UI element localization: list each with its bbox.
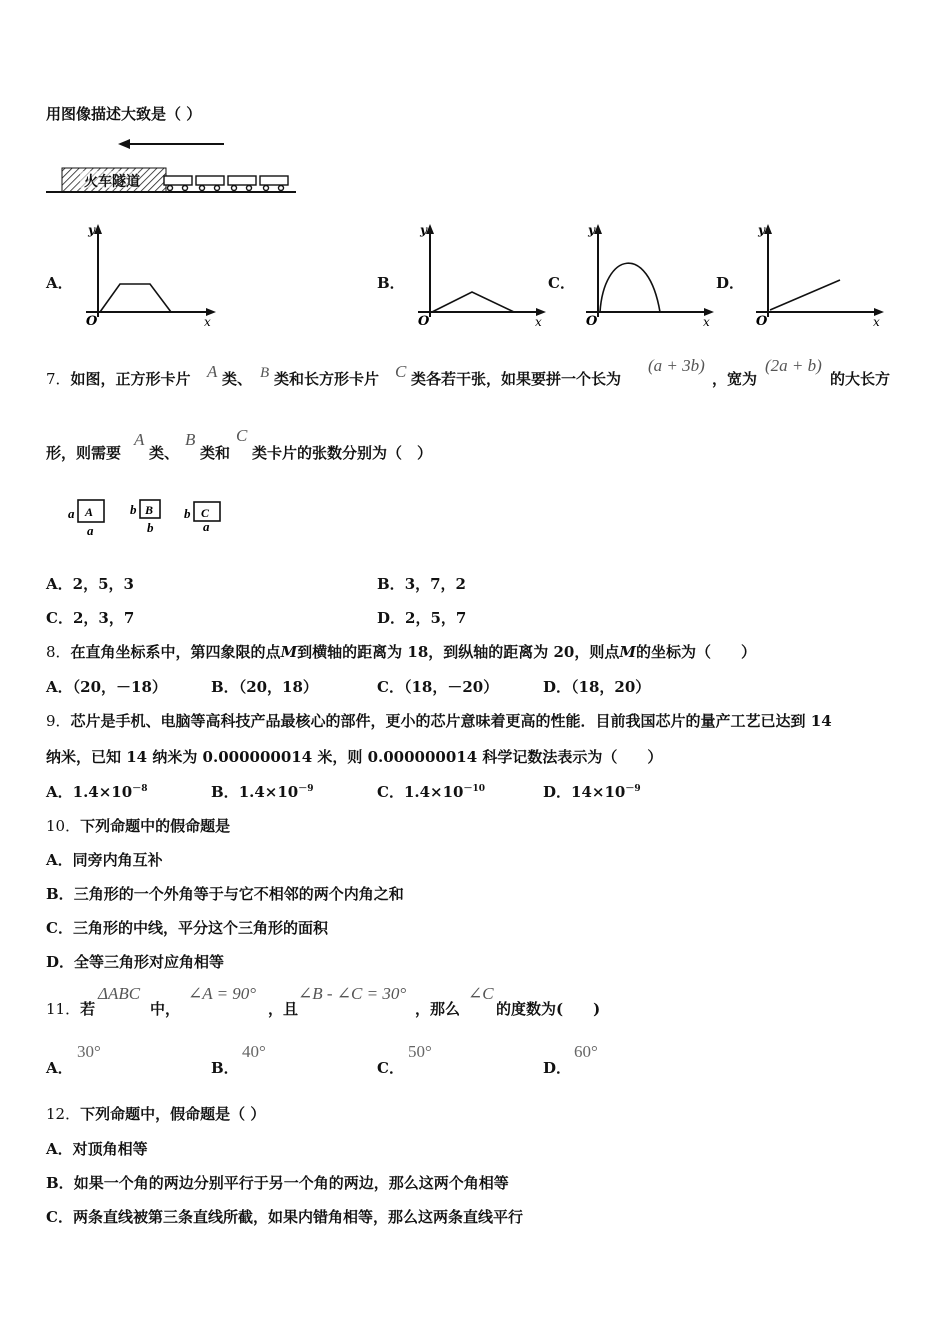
- origin-label: O: [418, 314, 430, 329]
- tunnel-label: 火车隧道: [84, 173, 140, 189]
- q8-option-a: A．（20，－18）: [46, 678, 167, 696]
- q7-math-a: A: [134, 430, 145, 449]
- q8-option-b: B．（20，18）: [211, 678, 318, 696]
- q7-math-b: B: [185, 430, 196, 449]
- q6-graph-a: [78, 222, 220, 332]
- q7-cards-figure: [66, 490, 246, 540]
- direction-arrowhead: [118, 139, 130, 149]
- q12-option-c: C．两条直线被第三条直线所截，如果内错角相等，那么这两条直线平行: [46, 1208, 523, 1226]
- q7-option-b: B．3，7，2: [377, 575, 466, 593]
- q8-stem: 8．在直角坐标系中，第四象限的点M到横轴的距离为 18，到纵轴的距离为 20，则点M的坐标为（ ）: [46, 643, 756, 661]
- q7-width-expr: (2a + b): [765, 356, 822, 375]
- q7-text: 的大长方: [830, 370, 891, 388]
- origin-label: O: [586, 314, 598, 329]
- q7-text: 类各若干张，如果要拼一个长为: [411, 370, 622, 388]
- graph-ray: [770, 280, 840, 310]
- q11-option-a-value: 30°: [77, 1042, 101, 1061]
- q6-tail: 用图像描述大致是（ ）: [46, 105, 202, 123]
- q11-option-d-value: 60°: [574, 1042, 598, 1061]
- y-axis-label: y: [758, 223, 765, 237]
- y-axis-label: y: [588, 223, 595, 237]
- q7-line1: 7．如图，正方形卡片: [46, 370, 191, 388]
- card-c-bottom-label: a: [203, 519, 210, 534]
- card-b-label: B: [145, 503, 154, 517]
- x-axis-label: x: [873, 315, 880, 329]
- card-a-bottom-label: a: [87, 523, 94, 538]
- q11-option-b-letter: B．: [211, 1059, 239, 1077]
- q6-graph-b: [410, 222, 552, 332]
- q11-option-b-value: 40°: [242, 1042, 266, 1061]
- q10-option-d: D．全等三角形对应角相等: [46, 953, 225, 971]
- q6-graph-c: [578, 222, 720, 332]
- q6-option-d-letter: D．: [716, 274, 745, 292]
- train-tunnel-figure: [46, 130, 306, 200]
- q11-option-d-letter: D．: [543, 1059, 572, 1077]
- q7-math-a: A: [207, 362, 218, 381]
- q7-math-c: C: [236, 426, 248, 445]
- card-c-side-label: b: [184, 506, 191, 521]
- q11-text: 中，: [150, 1000, 181, 1018]
- q12-option-b: B．如果一个角的两边分别平行于另一个角的两边，那么这两个角相等: [46, 1174, 509, 1192]
- q12-option-a: A．对顶角相等: [46, 1140, 148, 1158]
- y-axis-label: y: [420, 223, 427, 237]
- q9-stem-line1: 9．芯片是手机、电脑等高科技产品最核心的部件，更小的芯片意味着更高的性能．目前我国芯片的量产工艺已达到 14: [46, 712, 832, 730]
- q7-length-expr: (a + 3b): [648, 356, 705, 375]
- q7-math-b: B: [260, 365, 270, 381]
- card-b-side-label: b: [130, 502, 137, 517]
- q11-angle-a-expr: ∠A = 90°: [188, 984, 257, 1003]
- q9-option-d: D．$14\times 10^{-9}$: [543, 783, 641, 801]
- q11-text: 的度数为( ): [496, 1000, 601, 1018]
- q7-text: 类卡片的张数分别为（ ）: [252, 444, 433, 462]
- x-axis-label: x: [703, 315, 710, 329]
- q11-stem: 11．若: [46, 1000, 96, 1018]
- q10-stem: 10．下列命题中的假命题是: [46, 817, 231, 835]
- card-b-bottom-label: b: [147, 520, 154, 535]
- q8-option-d: D．（18，20）: [543, 678, 651, 696]
- q9-stem-line2: 纳米，已知 14 纳米为 0.000000014 米，则 0.000000014 科学记数法表示为（ ）: [46, 748, 663, 766]
- q6-graph-d: [748, 222, 890, 332]
- q7-text: 类、: [222, 370, 253, 388]
- q6-option-a-letter: A．: [46, 274, 73, 292]
- graph-trapezoid: [100, 284, 171, 312]
- q11-angle-bc-expr: ∠B - ∠C = 30°: [298, 984, 407, 1003]
- q10-option-c: C．三角形的中线，平分这个三角形的面积: [46, 919, 328, 937]
- q7-math-c: C: [395, 362, 407, 381]
- x-axis-label: x: [204, 315, 211, 329]
- graph-triangle: [432, 292, 514, 312]
- q9-option-b: B．$1.4\times 10^{-9}$: [211, 783, 314, 801]
- q8-option-c: C．（18，－20）: [377, 678, 499, 696]
- q7-line2: 形，则需要: [46, 444, 122, 462]
- q11-option-c-value: 50°: [408, 1042, 432, 1061]
- q6-option-b-letter: B．: [377, 274, 405, 292]
- q9-option-a: A．$1.4\times 10^{-8}$: [46, 783, 148, 801]
- q6-option-c-letter: C．: [548, 274, 575, 292]
- q10-option-b: B．三角形的一个外角等于与它不相邻的两个内角之和: [46, 885, 404, 903]
- card-a-label: A: [85, 505, 94, 519]
- x-axis-label: x: [535, 315, 542, 329]
- q11-option-c-letter: C．: [377, 1059, 404, 1077]
- q7-text: 类和长方形卡片: [274, 370, 380, 388]
- q11-triangle-expr: ΔABC: [98, 984, 141, 1003]
- q7-option-d: D．2，5，7: [377, 609, 467, 627]
- q9-option-c: C．$1.4\times 10^{-10}$: [377, 783, 486, 801]
- q12-stem: 12．下列命题中，假命题是（ ）: [46, 1105, 266, 1123]
- q7-text: 类、: [149, 444, 180, 462]
- q7-option-c: C．2，3，7: [46, 609, 135, 627]
- question-number: 7．: [46, 370, 71, 388]
- q11-text: ，且: [268, 1000, 299, 1018]
- q7-text: ，宽为: [712, 370, 758, 388]
- card-a-side-label: a: [68, 506, 75, 521]
- origin-label: O: [756, 314, 768, 329]
- card-c-label: C: [201, 506, 210, 520]
- q11-text: ，那么: [415, 1000, 461, 1018]
- q11-angle-c-expr: ∠C: [468, 984, 494, 1003]
- q7-option-a: A．2，5，3: [46, 575, 134, 593]
- graph-arch: [600, 263, 660, 312]
- y-axis-label: y: [88, 223, 95, 237]
- origin-label: O: [86, 314, 98, 329]
- q7-text: 类和: [200, 444, 231, 462]
- train: [164, 176, 288, 191]
- q10-option-a: A．同旁内角互补: [46, 851, 163, 869]
- q11-option-a-letter: A．: [46, 1059, 73, 1077]
